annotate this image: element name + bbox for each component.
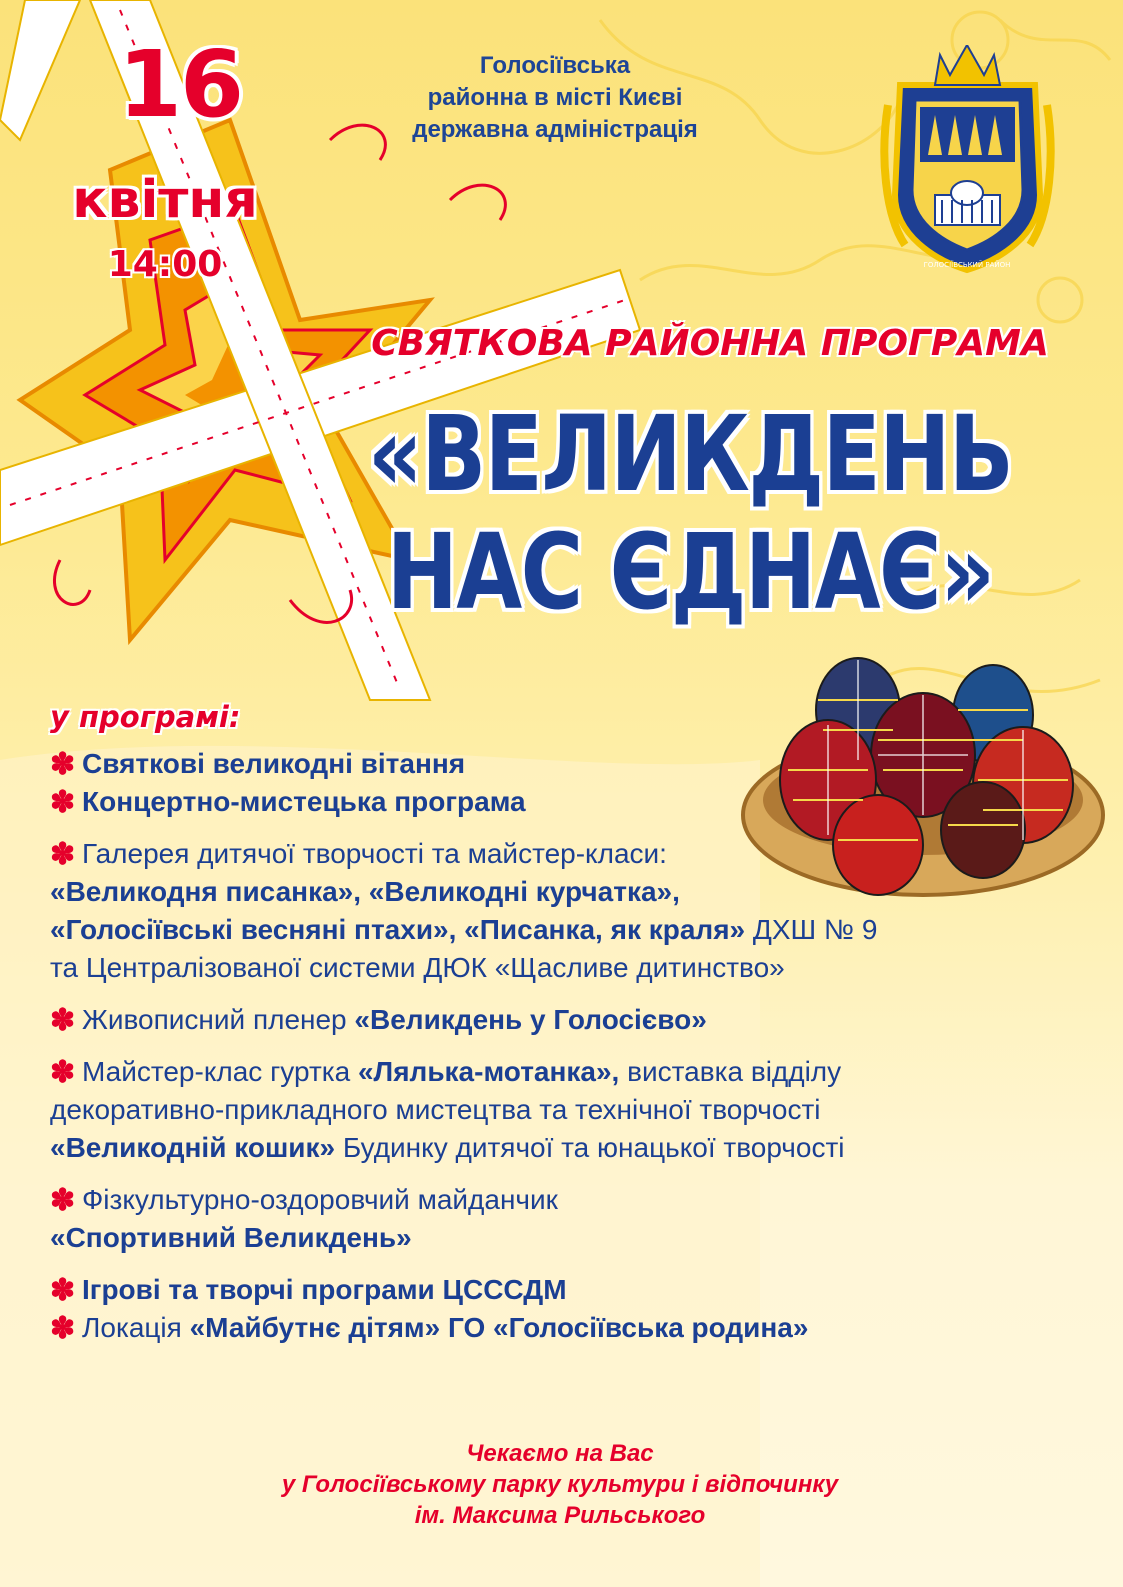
bullet-flower-icon: ✽ <box>50 1312 76 1345</box>
item-text: Фізкультурно-оздоровчий майданчик <box>82 1184 558 1215</box>
programme-item <box>50 1181 1080 1219</box>
item-text: Локація <box>82 1312 190 1343</box>
item-text: Живописний пленер <box>82 1004 355 1035</box>
coat-of-arms-icon <box>880 45 1055 275</box>
venue-footer <box>200 1438 920 1531</box>
title-line: «ВЕЛИКДЕНЬ <box>367 393 1013 515</box>
item-text: «Майбутнє дітям» ГО «Голосіївська родина» <box>189 1312 809 1343</box>
event-title <box>290 395 1090 631</box>
programme-item <box>50 1271 1080 1309</box>
organizer-line: Голосіївська <box>479 52 631 79</box>
item-text: «Лялька-мотанка», <box>357 1056 620 1087</box>
item-text: «Великодня писанка», «Великодні курчатка», <box>50 876 680 907</box>
item-text: Концертно-мистецька програма <box>82 786 526 817</box>
programme-item <box>50 745 1080 783</box>
item-text: Будинку дитячої та юнацької творчості <box>335 1132 845 1163</box>
programme-item <box>50 1309 1080 1347</box>
item-text: виставка відділу <box>619 1056 842 1087</box>
bullet-flower-icon: ✽ <box>50 786 76 819</box>
title-line: НАС ЄДНАЄ» <box>386 511 994 633</box>
event-month: квітня <box>72 170 258 230</box>
item-text: «Спортивний Великдень» <box>50 1222 412 1253</box>
event-day: 16 <box>117 31 243 138</box>
item-text: Ігрові та творчі програми ЦСССДМ <box>82 1274 567 1305</box>
programme-heading: у програмі: <box>50 700 241 734</box>
event-subtitle: СВЯТКОВА РАЙОННА ПРОГРАМА <box>371 323 1049 364</box>
programme-item <box>50 1001 1080 1039</box>
bullet-flower-icon: ✽ <box>50 1004 76 1037</box>
item-text: Галерея дитячої творчості та майстер-класи: <box>82 838 667 869</box>
crest-caption: ГОЛОСІЇВСЬКИЙ РАЙОН <box>923 261 1011 269</box>
bullet-flower-icon: ✽ <box>50 838 76 871</box>
item-text: «Великдень у Голосієво» <box>354 1004 707 1035</box>
programme-item-continuation <box>50 1091 1080 1167</box>
programme-item-continuation <box>50 1219 1080 1257</box>
event-time: 14:00 <box>107 244 223 285</box>
organizer-line: державна адміністрація <box>412 116 698 143</box>
item-text: «Великодній кошик» <box>50 1132 336 1163</box>
item-text: та Централізованої системи ДЮК «Щасливе дитинство» <box>50 952 785 983</box>
programme-item <box>50 1053 1080 1091</box>
footer-line: ім. Максима Рильського <box>414 1502 706 1529</box>
item-text: Майстер-клас гуртка <box>82 1056 358 1087</box>
programme-item <box>50 783 1080 821</box>
programme-item <box>50 835 1080 873</box>
bullet-flower-icon: ✽ <box>50 1274 76 1307</box>
organizer-line: районна в місті Києві <box>427 84 683 111</box>
item-text: «Голосіївські весняні птахи», «Писанка, як краля» <box>50 914 746 945</box>
bullet-flower-icon: ✽ <box>50 748 76 781</box>
footer-line: у Голосіївському парку культури і відпочинку <box>281 1471 839 1498</box>
item-text: ДХШ № 9 <box>745 914 878 945</box>
item-text: Святкові великодні вітання <box>82 748 466 779</box>
footer-line: Чекаємо на Вас <box>466 1440 654 1467</box>
organizer-name <box>330 50 780 146</box>
programme-list <box>50 745 1080 1347</box>
bullet-flower-icon: ✽ <box>50 1184 76 1217</box>
item-text: декоративно-прикладного мистецтва та технічної творчості <box>50 1094 821 1125</box>
programme-item-continuation <box>50 873 1080 987</box>
bullet-flower-icon: ✽ <box>50 1056 76 1089</box>
